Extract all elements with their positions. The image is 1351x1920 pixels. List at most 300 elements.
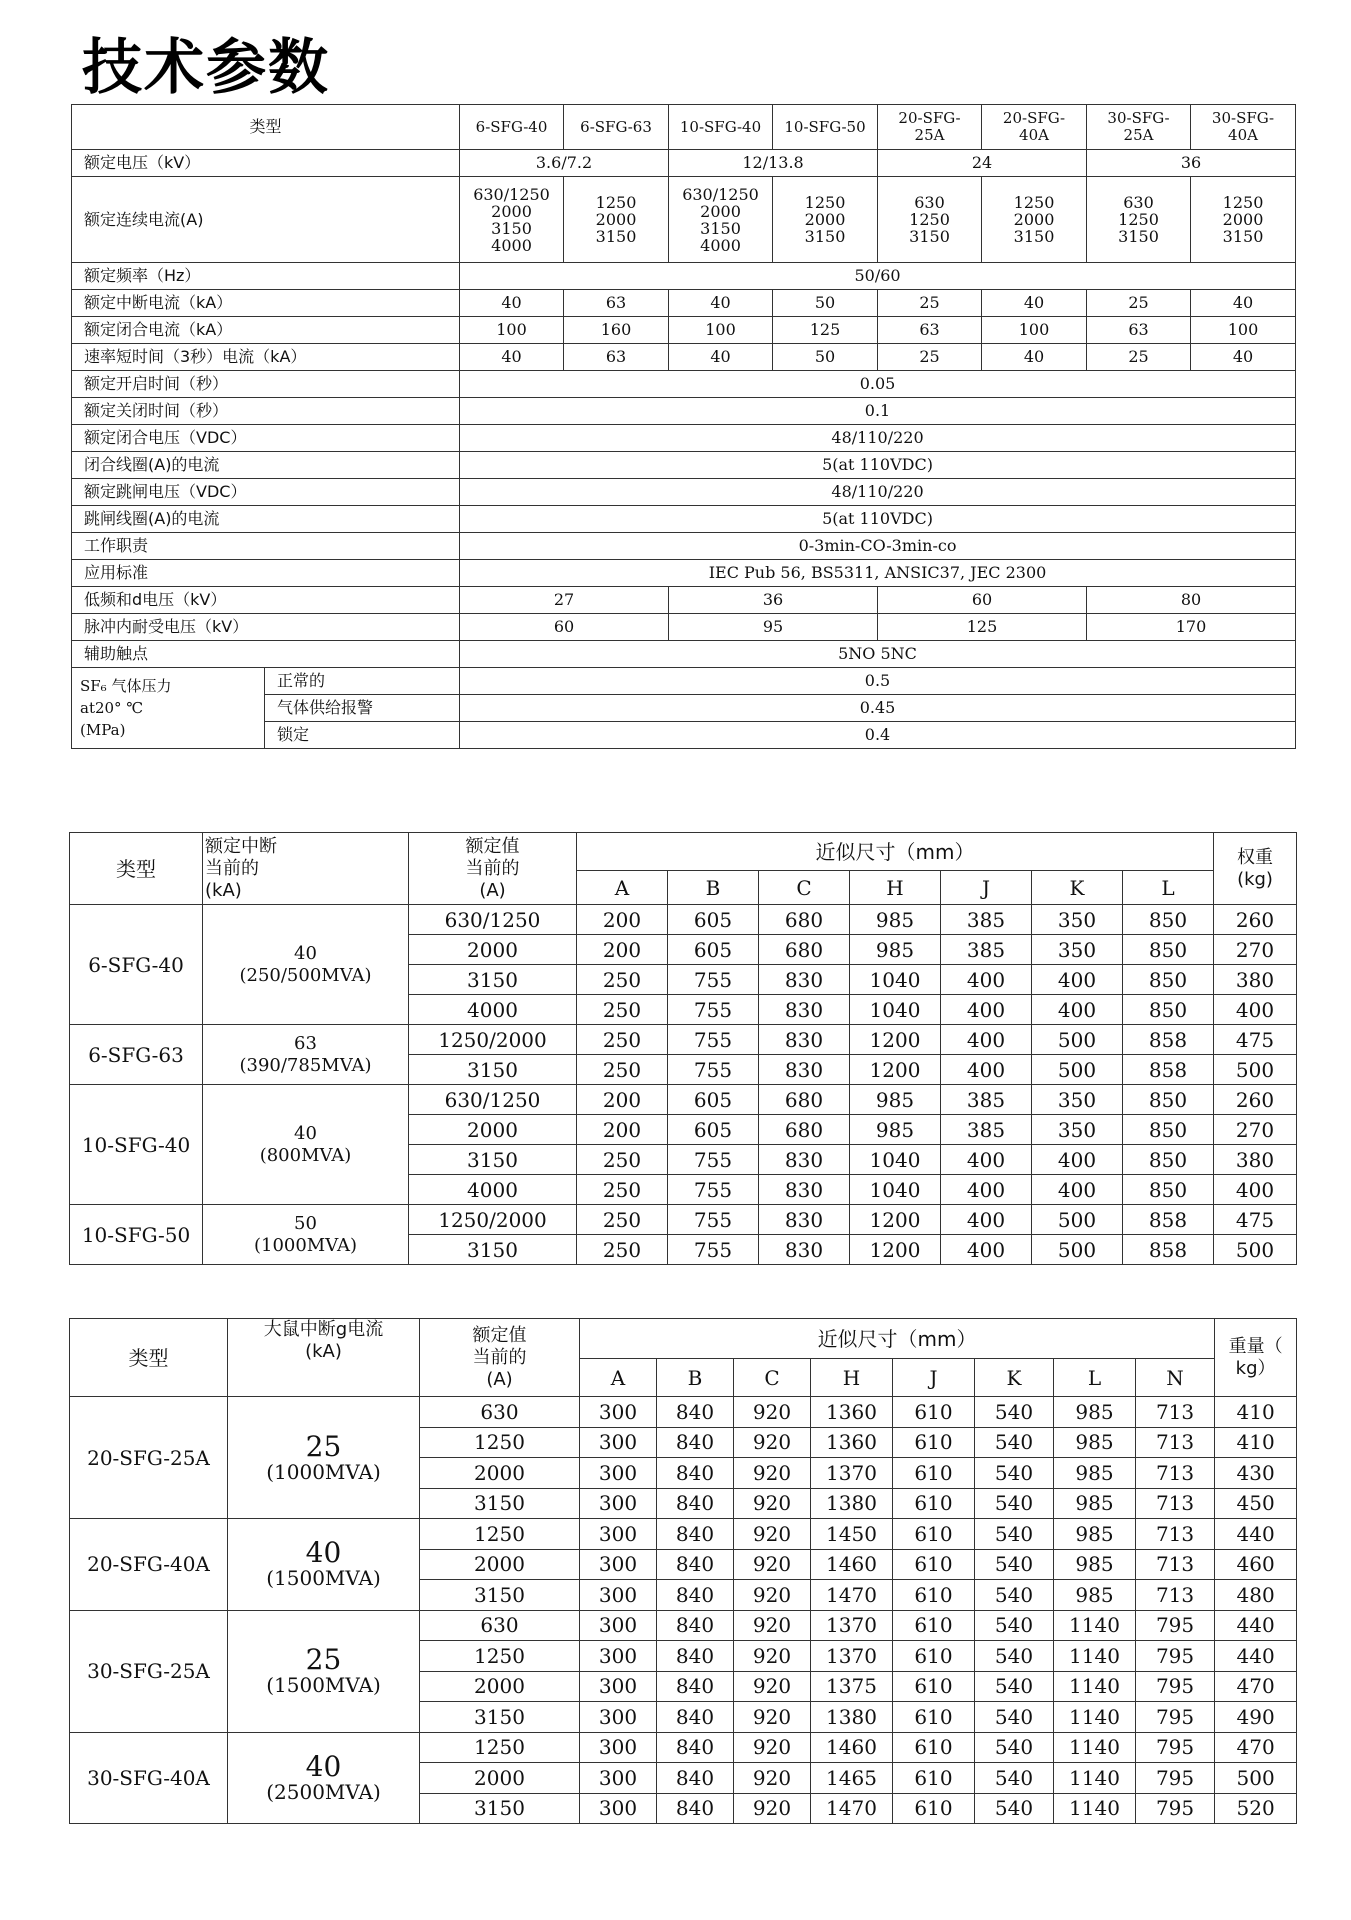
cell: 540: [975, 1763, 1054, 1794]
breaking-cell: 50 (1000MVA): [203, 1205, 409, 1265]
table-body: [70, 905, 1297, 1265]
model-header: 10-SFG-50: [773, 105, 878, 150]
cell: 630 1250 3150: [1087, 177, 1191, 263]
dimension-table-1: [69, 832, 1297, 1265]
table-row: [70, 1085, 1297, 1115]
cell: 630/1250 2000 3150 4000: [669, 177, 773, 263]
cell: 40: [982, 344, 1087, 371]
header-row: [70, 1319, 1297, 1359]
cell: 95: [669, 614, 878, 641]
cell: 385: [941, 905, 1032, 935]
model-header: 6-SFG-40: [460, 105, 564, 150]
cell: 36: [669, 587, 878, 614]
table-row: [70, 1732, 1297, 1763]
cell: 540: [975, 1519, 1054, 1550]
cell: 858: [1123, 1025, 1214, 1055]
cell: 610: [893, 1427, 975, 1458]
table-row: [70, 1397, 1297, 1428]
table-row: [72, 587, 1296, 614]
cell: 830: [759, 1175, 850, 1205]
cell: 500: [1032, 1235, 1123, 1265]
cell: 300: [580, 1397, 657, 1428]
cell: 25: [1087, 344, 1191, 371]
cell: 250: [577, 1175, 668, 1205]
cell: 3150: [409, 1145, 577, 1175]
cell: 755: [668, 1235, 759, 1265]
cell: 50: [773, 290, 878, 317]
cell: 440: [1215, 1519, 1297, 1550]
cell: 540: [975, 1732, 1054, 1763]
col-header: L: [1054, 1359, 1136, 1397]
table-row: [72, 290, 1296, 317]
cell: 1470: [811, 1580, 893, 1611]
cell: 713: [1136, 1519, 1215, 1550]
cell: 1250/2000: [409, 1025, 577, 1055]
cell: 1370: [811, 1610, 893, 1641]
cell: 713: [1136, 1427, 1215, 1458]
cell: 300: [580, 1427, 657, 1458]
row-label: 额定频率（Hz）: [72, 263, 460, 290]
cell: 920: [734, 1519, 811, 1550]
cell: 440: [1215, 1641, 1297, 1672]
cell: 610: [893, 1671, 975, 1702]
cell: 830: [759, 1145, 850, 1175]
cell: 300: [580, 1702, 657, 1733]
type-header: 类型: [70, 833, 203, 905]
cell: 605: [668, 1085, 759, 1115]
cell: 920: [734, 1488, 811, 1519]
table-row: [72, 533, 1296, 560]
cell: 840: [657, 1702, 734, 1733]
col-header: J: [893, 1359, 975, 1397]
cell: 3150: [409, 1235, 577, 1265]
cell: 470: [1215, 1671, 1297, 1702]
cell: 400: [941, 995, 1032, 1025]
cell: 1375: [811, 1671, 893, 1702]
cell: 540: [975, 1793, 1054, 1824]
cell: 63: [564, 290, 669, 317]
cell: 920: [734, 1427, 811, 1458]
model-cell: 10-SFG-50: [70, 1205, 203, 1265]
breaking-cell: [228, 1397, 420, 1519]
table-row: [70, 1519, 1297, 1550]
cell: 475: [1214, 1025, 1297, 1055]
col-header: N: [1136, 1359, 1215, 1397]
cell: 1250: [420, 1641, 580, 1672]
row-label: 额定连续电流(A): [72, 177, 460, 263]
cell: 1250: [420, 1427, 580, 1458]
dims-header: 近似尺寸（mm）: [580, 1319, 1215, 1359]
cell: 60: [460, 614, 669, 641]
cell: 250: [577, 1145, 668, 1175]
cell: 630: [420, 1610, 580, 1641]
model-cell: 20-SFG-40A: [70, 1519, 228, 1611]
col-header: J: [941, 871, 1032, 905]
cell: 985: [850, 905, 941, 935]
cell: 755: [668, 1025, 759, 1055]
col-header: H: [850, 871, 941, 905]
cell: 5(at 110VDC): [460, 506, 1296, 533]
cell: 713: [1136, 1549, 1215, 1580]
cell: 500: [1214, 1055, 1297, 1085]
cell: 610: [893, 1793, 975, 1824]
cell: 260: [1214, 1085, 1297, 1115]
table-row: [72, 398, 1296, 425]
cell: 1140: [1054, 1732, 1136, 1763]
cell: 1200: [850, 1055, 941, 1085]
table-row: [70, 1610, 1297, 1641]
breaking-value: 40: [305, 1536, 342, 1570]
cell: 36: [1087, 150, 1296, 177]
cell: 858: [1123, 1055, 1214, 1085]
table-row: [70, 1025, 1297, 1055]
cell: 920: [734, 1580, 811, 1611]
model-cell: 20-SFG-25A: [70, 1397, 228, 1519]
dims-header: 近似尺寸（mm）: [577, 833, 1214, 871]
cell: 795: [1136, 1671, 1215, 1702]
cell: 63: [564, 344, 669, 371]
cell: 400: [941, 965, 1032, 995]
cell: 380: [1214, 965, 1297, 995]
cell: 850: [1123, 965, 1214, 995]
cell: 25: [1087, 290, 1191, 317]
cell: 3150: [420, 1488, 580, 1519]
cell: 250: [577, 1025, 668, 1055]
rated-header: 额定值 当前的 (A): [409, 833, 577, 905]
col-header: K: [1032, 871, 1123, 905]
cell: 1465: [811, 1763, 893, 1794]
cell: 500: [1032, 1055, 1123, 1085]
model-header: 20-SFG- 25A: [878, 105, 982, 150]
cell: 40: [1191, 344, 1296, 371]
cell: 920: [734, 1671, 811, 1702]
cell: 2000: [409, 935, 577, 965]
cell: 540: [975, 1580, 1054, 1611]
cell: 605: [668, 1115, 759, 1145]
table-row: [72, 263, 1296, 290]
cell: 795: [1136, 1763, 1215, 1794]
cell: 40: [669, 290, 773, 317]
cell: 200: [577, 1085, 668, 1115]
col-header: C: [759, 871, 850, 905]
cell: 2000: [420, 1458, 580, 1489]
cell: 25: [878, 344, 982, 371]
cell: 48/110/220: [460, 479, 1296, 506]
cell: 540: [975, 1488, 1054, 1519]
cell: 250: [577, 1235, 668, 1265]
table-row: [72, 371, 1296, 398]
cell: 540: [975, 1702, 1054, 1733]
cell: 5(at 110VDC): [460, 452, 1296, 479]
cell: 1140: [1054, 1641, 1136, 1672]
table-row: [70, 1205, 1297, 1235]
cell: 850: [1123, 1115, 1214, 1145]
cell: 500: [1032, 1025, 1123, 1055]
cell: 610: [893, 1610, 975, 1641]
cell: 1200: [850, 1235, 941, 1265]
cell: 0.05: [460, 371, 1296, 398]
table-row: [72, 177, 1296, 263]
cell: 850: [1123, 1085, 1214, 1115]
cell: 400: [1214, 1175, 1297, 1205]
breaking-cell: 40 (800MVA): [203, 1085, 409, 1205]
cell: 630: [420, 1397, 580, 1428]
table-row: [70, 905, 1297, 935]
cell: 713: [1136, 1580, 1215, 1611]
cell: 680: [759, 935, 850, 965]
cell: 985: [1054, 1580, 1136, 1611]
cell: 755: [668, 1205, 759, 1235]
cell: 3150: [420, 1702, 580, 1733]
row-label: 额定开启时间（秒）: [72, 371, 460, 398]
col-header: A: [580, 1359, 657, 1397]
row-label: 低频和d电压（kV）: [72, 587, 460, 614]
cell: 0.5: [460, 668, 1296, 695]
col-header: B: [668, 871, 759, 905]
cell: 840: [657, 1641, 734, 1672]
cell: 400: [1032, 1145, 1123, 1175]
cell: 100: [669, 317, 773, 344]
cell: 300: [580, 1580, 657, 1611]
cell: 300: [580, 1610, 657, 1641]
cell: 400: [1032, 965, 1123, 995]
breaking-value: 25: [305, 1429, 342, 1463]
cell: 80: [1087, 587, 1296, 614]
cell: 610: [893, 1549, 975, 1580]
cell: 1370: [811, 1458, 893, 1489]
cell: 300: [580, 1732, 657, 1763]
model-header: 6-SFG-63: [564, 105, 669, 150]
cell: 490: [1215, 1702, 1297, 1733]
cell: 1140: [1054, 1671, 1136, 1702]
cell: 680: [759, 905, 850, 935]
cell: 985: [1054, 1458, 1136, 1489]
rated-header: 额定值 当前的 (A): [420, 1319, 580, 1397]
cell: 920: [734, 1458, 811, 1489]
cell: 350: [1032, 1085, 1123, 1115]
cell: 1040: [850, 1145, 941, 1175]
breaking-cell: 63 (390/785MVA): [203, 1025, 409, 1085]
cell: 830: [759, 965, 850, 995]
cell: 1370: [811, 1641, 893, 1672]
cell: 985: [1054, 1549, 1136, 1580]
cell: 300: [580, 1793, 657, 1824]
cell: 430: [1215, 1458, 1297, 1489]
model-cell: 30-SFG-40A: [70, 1732, 228, 1824]
cell: 300: [580, 1488, 657, 1519]
cell: 610: [893, 1488, 975, 1519]
cell: 755: [668, 1055, 759, 1085]
table-body: [70, 1397, 1297, 1824]
dimension-table-2: [69, 1318, 1297, 1824]
cell: 350: [1032, 935, 1123, 965]
col-header: C: [734, 1359, 811, 1397]
cell: 2000: [420, 1671, 580, 1702]
cell: 540: [975, 1610, 1054, 1641]
table-row: [72, 425, 1296, 452]
cell: 12/13.8: [669, 150, 878, 177]
cell: 410: [1215, 1397, 1297, 1428]
cell: 60: [878, 587, 1087, 614]
cell: 795: [1136, 1610, 1215, 1641]
cell: 680: [759, 1085, 850, 1115]
cell: 27: [460, 587, 669, 614]
cell: 1460: [811, 1549, 893, 1580]
cell: 630/1250 2000 3150 4000: [460, 177, 564, 263]
cell: 385: [941, 935, 1032, 965]
cell: 300: [580, 1641, 657, 1672]
col-header: A: [577, 871, 668, 905]
cell: 50: [773, 344, 878, 371]
cell: 400: [1032, 1175, 1123, 1205]
cell: 1380: [811, 1488, 893, 1519]
cell: 5NO 5NC: [460, 641, 1296, 668]
col-header: H: [811, 1359, 893, 1397]
cell: 40: [460, 344, 564, 371]
cell: 160: [564, 317, 669, 344]
table-row: [72, 479, 1296, 506]
cell: 270: [1214, 935, 1297, 965]
cell: 3150: [409, 1055, 577, 1085]
cell: 755: [668, 1145, 759, 1175]
cell: 24: [878, 150, 1087, 177]
breaking-cell: 40 (250/500MVA): [203, 905, 409, 1025]
model-cell: 6-SFG-40: [70, 905, 203, 1025]
cell: 1040: [850, 995, 941, 1025]
cell: 858: [1123, 1205, 1214, 1235]
header-row: [70, 833, 1297, 871]
cell: 795: [1136, 1793, 1215, 1824]
cell: 1460: [811, 1732, 893, 1763]
breaking-cell: [228, 1610, 420, 1732]
cell: 400: [941, 1145, 1032, 1175]
cell: 250: [577, 965, 668, 995]
row-label: 额定闭合电压（VDC）: [72, 425, 460, 452]
cell: 850: [1123, 935, 1214, 965]
cell: 1470: [811, 1793, 893, 1824]
row-label: 额定中断电流（kA）: [72, 290, 460, 317]
cell: 610: [893, 1397, 975, 1428]
cell: 40: [669, 344, 773, 371]
cell: 1380: [811, 1702, 893, 1733]
cell: 48/110/220: [460, 425, 1296, 452]
row-label: 正常的: [265, 668, 460, 695]
col-header: L: [1123, 871, 1214, 905]
cell: 500: [1215, 1763, 1297, 1794]
cell: 2000: [409, 1115, 577, 1145]
cell: 470: [1215, 1732, 1297, 1763]
breaking-mva: (1000MVA): [266, 1459, 381, 1484]
cell: 840: [657, 1519, 734, 1550]
cell: 440: [1215, 1610, 1297, 1641]
cell: 540: [975, 1458, 1054, 1489]
cell: 270: [1214, 1115, 1297, 1145]
row-label: 气体供给报警: [265, 695, 460, 722]
cell: 1450: [811, 1519, 893, 1550]
breaking-header: 大鼠中断g电流 (kA): [228, 1319, 420, 1397]
cell: 400: [1032, 995, 1123, 1025]
cell: 985: [1054, 1488, 1136, 1519]
col-header: B: [657, 1359, 734, 1397]
cell: 1250 2000 3150: [1191, 177, 1296, 263]
cell: 713: [1136, 1458, 1215, 1489]
cell: 985: [1054, 1519, 1136, 1550]
cell: 920: [734, 1732, 811, 1763]
cell: 1200: [850, 1025, 941, 1055]
cell: 920: [734, 1397, 811, 1428]
breaking-value: 40: [305, 1749, 342, 1783]
cell: 250: [577, 1205, 668, 1235]
cell: 540: [975, 1641, 1054, 1672]
cell: 250: [577, 1055, 668, 1085]
cell: 2000: [420, 1549, 580, 1580]
cell: 858: [1123, 1235, 1214, 1265]
cell: 300: [580, 1549, 657, 1580]
cell: 850: [1123, 1145, 1214, 1175]
cell: 170: [1087, 614, 1296, 641]
cell: 480: [1215, 1580, 1297, 1611]
cell: 1250: [420, 1519, 580, 1550]
cell: 125: [878, 614, 1087, 641]
cell: 400: [1214, 995, 1297, 1025]
cell: 385: [941, 1115, 1032, 1145]
cell: 610: [893, 1732, 975, 1763]
cell: 520: [1215, 1793, 1297, 1824]
cell: 450: [1215, 1488, 1297, 1519]
cell: 3150: [409, 965, 577, 995]
table-row: [72, 560, 1296, 587]
model-header: 30-SFG- 25A: [1087, 105, 1191, 150]
cell: 250: [577, 995, 668, 1025]
breaking-cell: [228, 1732, 420, 1824]
cell: 300: [580, 1458, 657, 1489]
cell: 540: [975, 1671, 1054, 1702]
cell: 610: [893, 1519, 975, 1550]
cell: 605: [668, 935, 759, 965]
cell: 475: [1214, 1205, 1297, 1235]
cell: 1140: [1054, 1610, 1136, 1641]
cell: 1250 2000 3150: [982, 177, 1087, 263]
cell: 50/60: [460, 263, 1296, 290]
cell: 540: [975, 1397, 1054, 1428]
cell: 40: [460, 290, 564, 317]
cell: 920: [734, 1549, 811, 1580]
cell: 610: [893, 1641, 975, 1672]
cell: 3150: [420, 1793, 580, 1824]
cell: 300: [580, 1763, 657, 1794]
cell: 3.6/7.2: [460, 150, 669, 177]
cell: 713: [1136, 1488, 1215, 1519]
cell: 840: [657, 1397, 734, 1428]
cell: 610: [893, 1702, 975, 1733]
cell: 63: [878, 317, 982, 344]
cell: 400: [941, 1235, 1032, 1265]
cell: 830: [759, 1205, 850, 1235]
cell: 920: [734, 1793, 811, 1824]
model-cell: 6-SFG-63: [70, 1025, 203, 1085]
cell: 920: [734, 1641, 811, 1672]
cell: 830: [759, 1055, 850, 1085]
cell: 795: [1136, 1641, 1215, 1672]
cell: 200: [577, 1115, 668, 1145]
cell: 4000: [409, 1175, 577, 1205]
breaking-cell: [228, 1519, 420, 1611]
cell: 920: [734, 1702, 811, 1733]
breaking-mva: (1500MVA): [266, 1566, 381, 1591]
cell: 795: [1136, 1702, 1215, 1733]
cell: 25: [878, 290, 982, 317]
cell: 125: [773, 317, 878, 344]
